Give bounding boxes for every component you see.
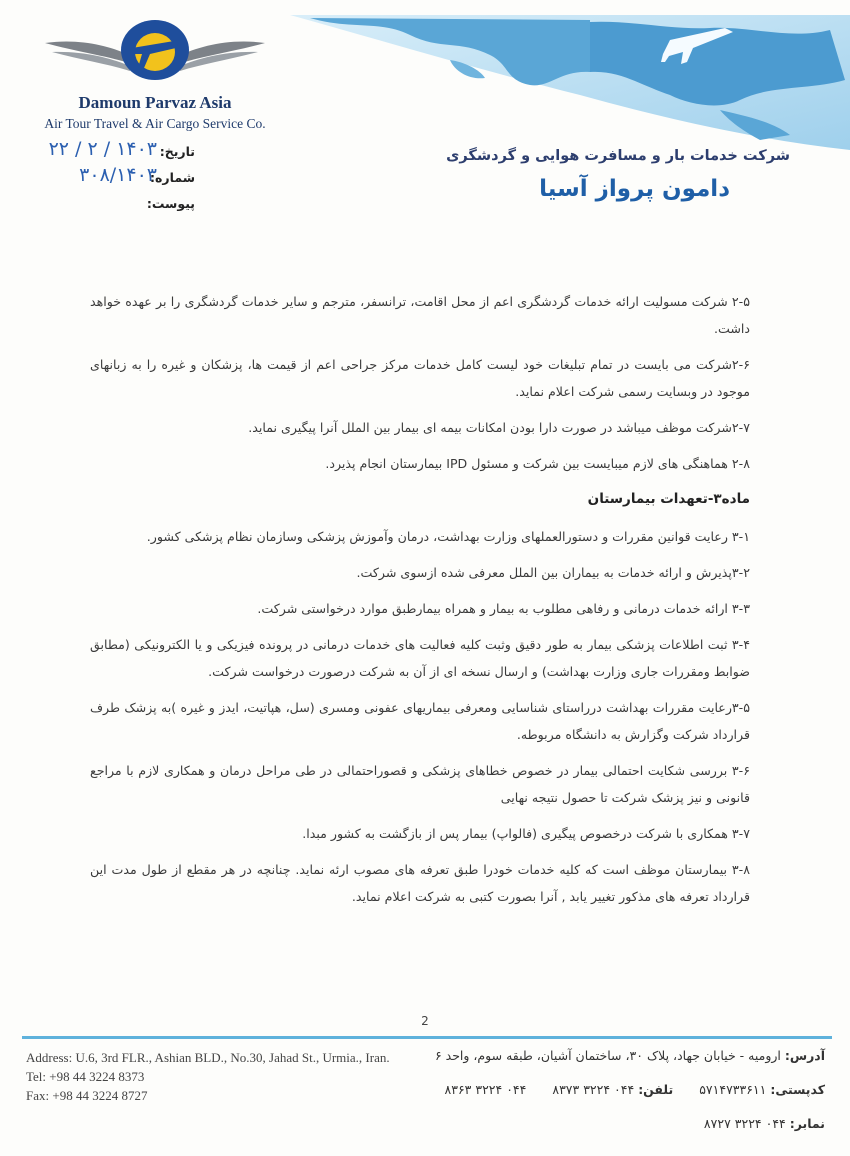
clause-2-5: ۲-۵ شرکت مسولیت ارائه خدمات گردشگری اعم از محل اقامت، ترانسفر، مترجم و سایر خدمات گردشگری را بر عهده خواهد داشت.: [90, 294, 750, 336]
attachment-row: [35, 194, 195, 220]
company-name-english: Damoun Parvaz Asia: [78, 93, 232, 112]
footer-address-fa-row: [405, 1048, 825, 1082]
footer-address-fa: ارومیه - خیابان جهاد، پلاک ۳۰، ساختمان آشیان، طبقه سوم، واحد ۶: [434, 1048, 781, 1063]
section-3-title: ماده۳-تعهدات بیمارستان: [587, 491, 750, 507]
footer-fax-en: Fax: +98 44 3224 8727: [26, 1088, 148, 1103]
footer-phone-2: ۰۴۴ ۳۲۲۴ ۸۳۶۳: [444, 1082, 527, 1097]
clause-3-6: ۳-۶ بررسی شکایت احتمالی بیمار در خصوص خطاهای پزشکی و قصوراحتمالی در طی مراحل درمان و همکاری لازم با مراجع قانونی و نیز پزشک شرکت تا حصول نتیجه نهایی: [90, 763, 750, 805]
clause-2-8: ۲-۸ هماهنگی های لازم میبایست بین شرکت و مسئول IPD بیمارستان انجام پذیرد.: [325, 456, 750, 471]
clause-3-3: ۳-۳ ارائه خدمات درمانی و رفاهی مطلوب به بیمار و همراه بیمارطبق موارد درخواستی شرکت.: [257, 601, 750, 616]
attachment-label: پیوست:: [146, 196, 195, 211]
clause-3-7: ۳-۷ همکاری با شرکت درخصوص پیگیری (فالواپ) بیمار پس از بازگشت به کشور مبدا.: [302, 826, 750, 841]
page-number: 2: [421, 1014, 429, 1028]
clause-3-4: ۳-۴ ثبت اطلاعات پزشکی بیمار به طور دقیق وثبت کلیه فعالیت های خدمات درمانی در پرونده فیزیکی و یا الکترونیکی (مطابق ضوابط ومقررات جاری وزارت بهداشت) و ارسال نسخه ای از آن به شرکت درصورت درخواست شرکت.: [90, 637, 750, 679]
company-subtitle-english: Air Tour Travel & Air Cargo Service Co.: [44, 116, 266, 131]
clause-3-8: ۳-۸ بیمارستان موظف است که کلیه خدمات خودرا طبق تعرفه های مصوب ارئه نماید. چنانچه در هر مقطع از طول مدت این قرارداد تعرفه های مذکور تغییر یابد , آنرا بصورت کتبی به شرکت اعلام نماید.: [90, 862, 750, 904]
company-logo: [40, 18, 270, 88]
letter-body: [90, 288, 750, 919]
footer-address-fa-label: آدرس:: [784, 1048, 825, 1063]
footer-postal-phone-row: [405, 1082, 825, 1116]
company-name-persian: دامون پرواز آسیا: [539, 176, 730, 202]
date-value: ۱۴۰۳ / ۲ / ۲۲: [48, 138, 157, 160]
footer-fax-fa: ۰۴۴ ۳۲۲۴ ۸۷۲۷: [703, 1116, 786, 1131]
clause-3-5: ۳-۵رعایت مقررات بهداشت درراستای شناسایی ومعرفی بیماریهای عفونی ومسری (سل، هپاتیت، ایدز و غیره )به پزشک طرف قرارداد شرکت وگزارش به دانشگاه مربوطه.: [90, 700, 750, 742]
clause-2-6: ۲-۶شرکت می بایست در تمام تبلیغات خود لیست کامل خدمات مرکز جراحی اعم از قیمت ها، پزشکان و غیره را به زبانهای موجود در وبسایت رسمی شرکت اعلام نماید.: [90, 357, 750, 399]
clause-3-2: ۳-۲پذیرش و ارائه خدمات به بیماران بین الملل معرفی شده ازسوی شرکت.: [356, 565, 750, 580]
footer-persian: [405, 1048, 825, 1150]
company-subtitle-persian: شرکت خدمات بار و مسافرت هوایی و گردشگری: [446, 148, 790, 164]
world-map-banner: [290, 0, 850, 150]
footer-fax-fa-label: نمابر:: [789, 1116, 825, 1131]
footer-address-en: Address: U.6, 3rd FLR., Ashian BLD., No.30, Jahad St., Urmia., Iran.: [26, 1050, 390, 1065]
date-label: تاریخ:: [159, 144, 195, 159]
footer-phone-1: ۰۴۴ ۳۲۲۴ ۸۳۷۳: [552, 1082, 635, 1097]
number-row: [35, 164, 195, 194]
footer-postal-value: ۵۷۱۴۷۳۳۶۱۱: [699, 1082, 767, 1097]
number-label: شماره:: [150, 170, 195, 185]
footer-english: [26, 1048, 390, 1105]
footer-phone-label: تلفن:: [638, 1082, 674, 1097]
footer-tel-en: Tel: +98 44 3224 8373: [26, 1069, 145, 1084]
footer-fax-fa-row: [405, 1116, 825, 1150]
clause-3-1: ۳-۱ رعایت قوانین مقررات و دستورالعملهای وزارت بهداشت، درمان وآموزش پزشکی وسازمان نظام پزشکی کشور.: [146, 529, 750, 544]
letter-meta: [35, 138, 195, 220]
footer-postal-label: کدپستی:: [770, 1082, 825, 1097]
footer-divider: [22, 1036, 832, 1039]
clause-2-7: ۲-۷شرکت موظف میباشد در صورت دارا بودن امکانات بیمه ای بیمار بین الملل آنرا پیگیری نماید.: [248, 420, 750, 435]
number-value: ۳۰۸/۱۴۰۳: [79, 164, 157, 186]
